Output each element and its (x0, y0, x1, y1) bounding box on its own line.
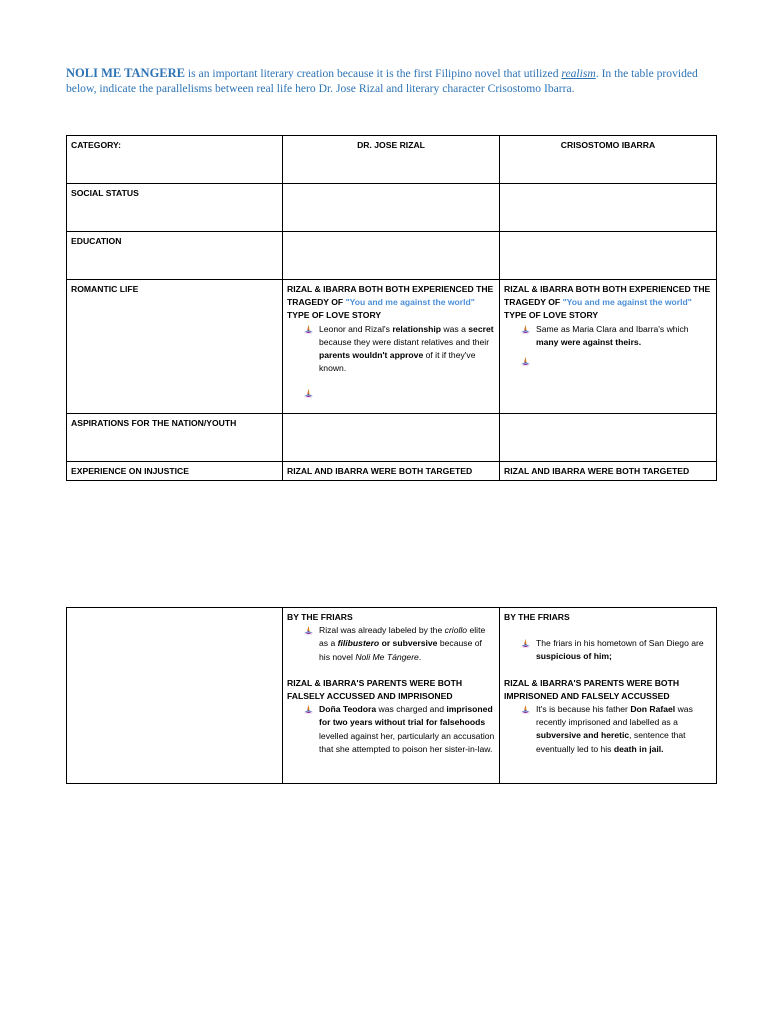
arrow-bullet-icon (520, 704, 531, 715)
arrow-bullet-icon (303, 388, 314, 399)
table-row-injustice (67, 462, 717, 481)
romantic-heading-a: RIZAL & IBARRA BOTH BOTH EXPERIENCED THE TRAGEDY OF (287, 284, 494, 308)
cell-romantic-rizal (283, 280, 500, 414)
header-ibarra: CRISOSTOMO IBARRA (500, 136, 717, 184)
arrow-bullet-icon (303, 704, 314, 715)
table-row-social-status (67, 184, 717, 232)
cell-social-rizal (283, 184, 500, 232)
romantic-heading-b: TYPE OF LOVE STORY (287, 310, 382, 321)
header-category: CATEGORY: (67, 136, 283, 184)
table-row-injustice-continued (67, 608, 717, 784)
cell-injustice-ibarra (500, 608, 717, 784)
arrow-bullet-icon (303, 625, 314, 636)
cell-romantic-ibarra (500, 280, 717, 414)
intro-title: NOLI ME TANGERE (66, 66, 186, 80)
label-injustice: EXPERIENCE ON INJUSTICE (67, 462, 283, 481)
cell-social-ibarra (500, 184, 717, 232)
label-education: EDUCATION (67, 232, 283, 280)
cell-education-ibarra (500, 232, 717, 280)
table-row-education (67, 232, 717, 280)
label-aspirations: ASPIRATIONS FOR THE NATION/YOUTH (67, 414, 283, 462)
romantic-ibarra-bullet: Same as Maria Clara and Ibarra's which many were against theirs. (504, 323, 712, 349)
cell-injustice-rizal (283, 608, 500, 784)
ibarra-friars-bullet: The friars in his hometown of San Diego are suspicious of him; (504, 637, 712, 663)
romantic-heading-b-ibarra: TYPE OF LOVE STORY (504, 310, 599, 321)
romantic-rizal-bullet: Leonor and Rizal's relationship was a secret because they were distant relatives and their parents wouldn't approve of it if they've known. (287, 323, 495, 376)
rizal-by-friars: BY THE FRIARS (287, 612, 353, 622)
rizal-parents-heading: RIZAL & IBARRA'S PARENTS WERE BOTH FALSELY ACCUSSED AND IMPRISONED (287, 677, 463, 702)
ibarra-parents-heading: RIZAL & IBARRA'S PARENTS WERE BOTH IMPRISONED AND FALSELY ACCUSSED (504, 677, 680, 701)
label-romantic: ROMANTIC LIFE (67, 280, 283, 414)
romantic-quote: "You and me against the world" (345, 297, 475, 308)
cell-aspirations-rizal (283, 414, 500, 462)
parallelism-table-continued (66, 607, 717, 784)
romantic-ibarra-empty-bullet (504, 349, 712, 375)
intro-text-before: is an important literary creation because it is the first Filipino novel that utilized (185, 67, 562, 80)
table-row-header (67, 136, 717, 184)
arrow-bullet-icon (520, 638, 531, 649)
romantic-quote-ibarra: "You and me against the world" (562, 297, 692, 308)
intro-text-after: . In the table provided below, indicate the parallelisms between real life hero Dr. Jose Rizal and literary character Crisostomo Ibarra. (66, 67, 698, 95)
table-row-aspirations (67, 414, 717, 462)
romantic-rizal-empty-bullet (287, 375, 495, 401)
header-rizal: DR. JOSE RIZAL (283, 136, 500, 184)
label-social-status: SOCIAL STATUS (67, 184, 283, 232)
cell-injustice-label-continued (67, 608, 283, 784)
injustice-rizal-head: RIZAL AND IBARRA WERE BOTH TARGETED (283, 462, 500, 481)
rizal-friars-bullet: Rizal was already labeled by the criollo elite as a filibustero or subversive because of his novel Noli Me Tángere. (287, 624, 495, 664)
cell-education-rizal (283, 232, 500, 280)
ibarra-by-friars: BY THE FRIARS (504, 612, 570, 622)
table-row-romantic (67, 280, 717, 414)
ibarra-parents-bullet: It's is because his father Don Rafael was recently imprisoned and labelled as a subversive and heretic, sentence that eventually led to his death in jail. (504, 703, 712, 756)
arrow-bullet-icon (520, 324, 531, 335)
romantic-heading-a-ibarra: RIZAL & IBARRA BOTH BOTH EXPERIENCED THE TRAGEDY OF (504, 284, 711, 308)
intro-realism: realism (561, 67, 596, 80)
intro-paragraph (66, 66, 706, 96)
cell-aspirations-ibarra (500, 414, 717, 462)
arrow-bullet-icon (303, 324, 314, 335)
injustice-ibarra-head: RIZAL AND IBARRA WERE BOTH TARGETED (500, 462, 717, 481)
parallelism-table (66, 135, 717, 481)
rizal-parents-bullet: Doña Teodora was charged and imprisoned for two years without trial for falsehoods levelled against her, particularly an accusation that she attempted to poison her sister-in-law. (287, 703, 495, 756)
arrow-bullet-icon (520, 356, 531, 367)
